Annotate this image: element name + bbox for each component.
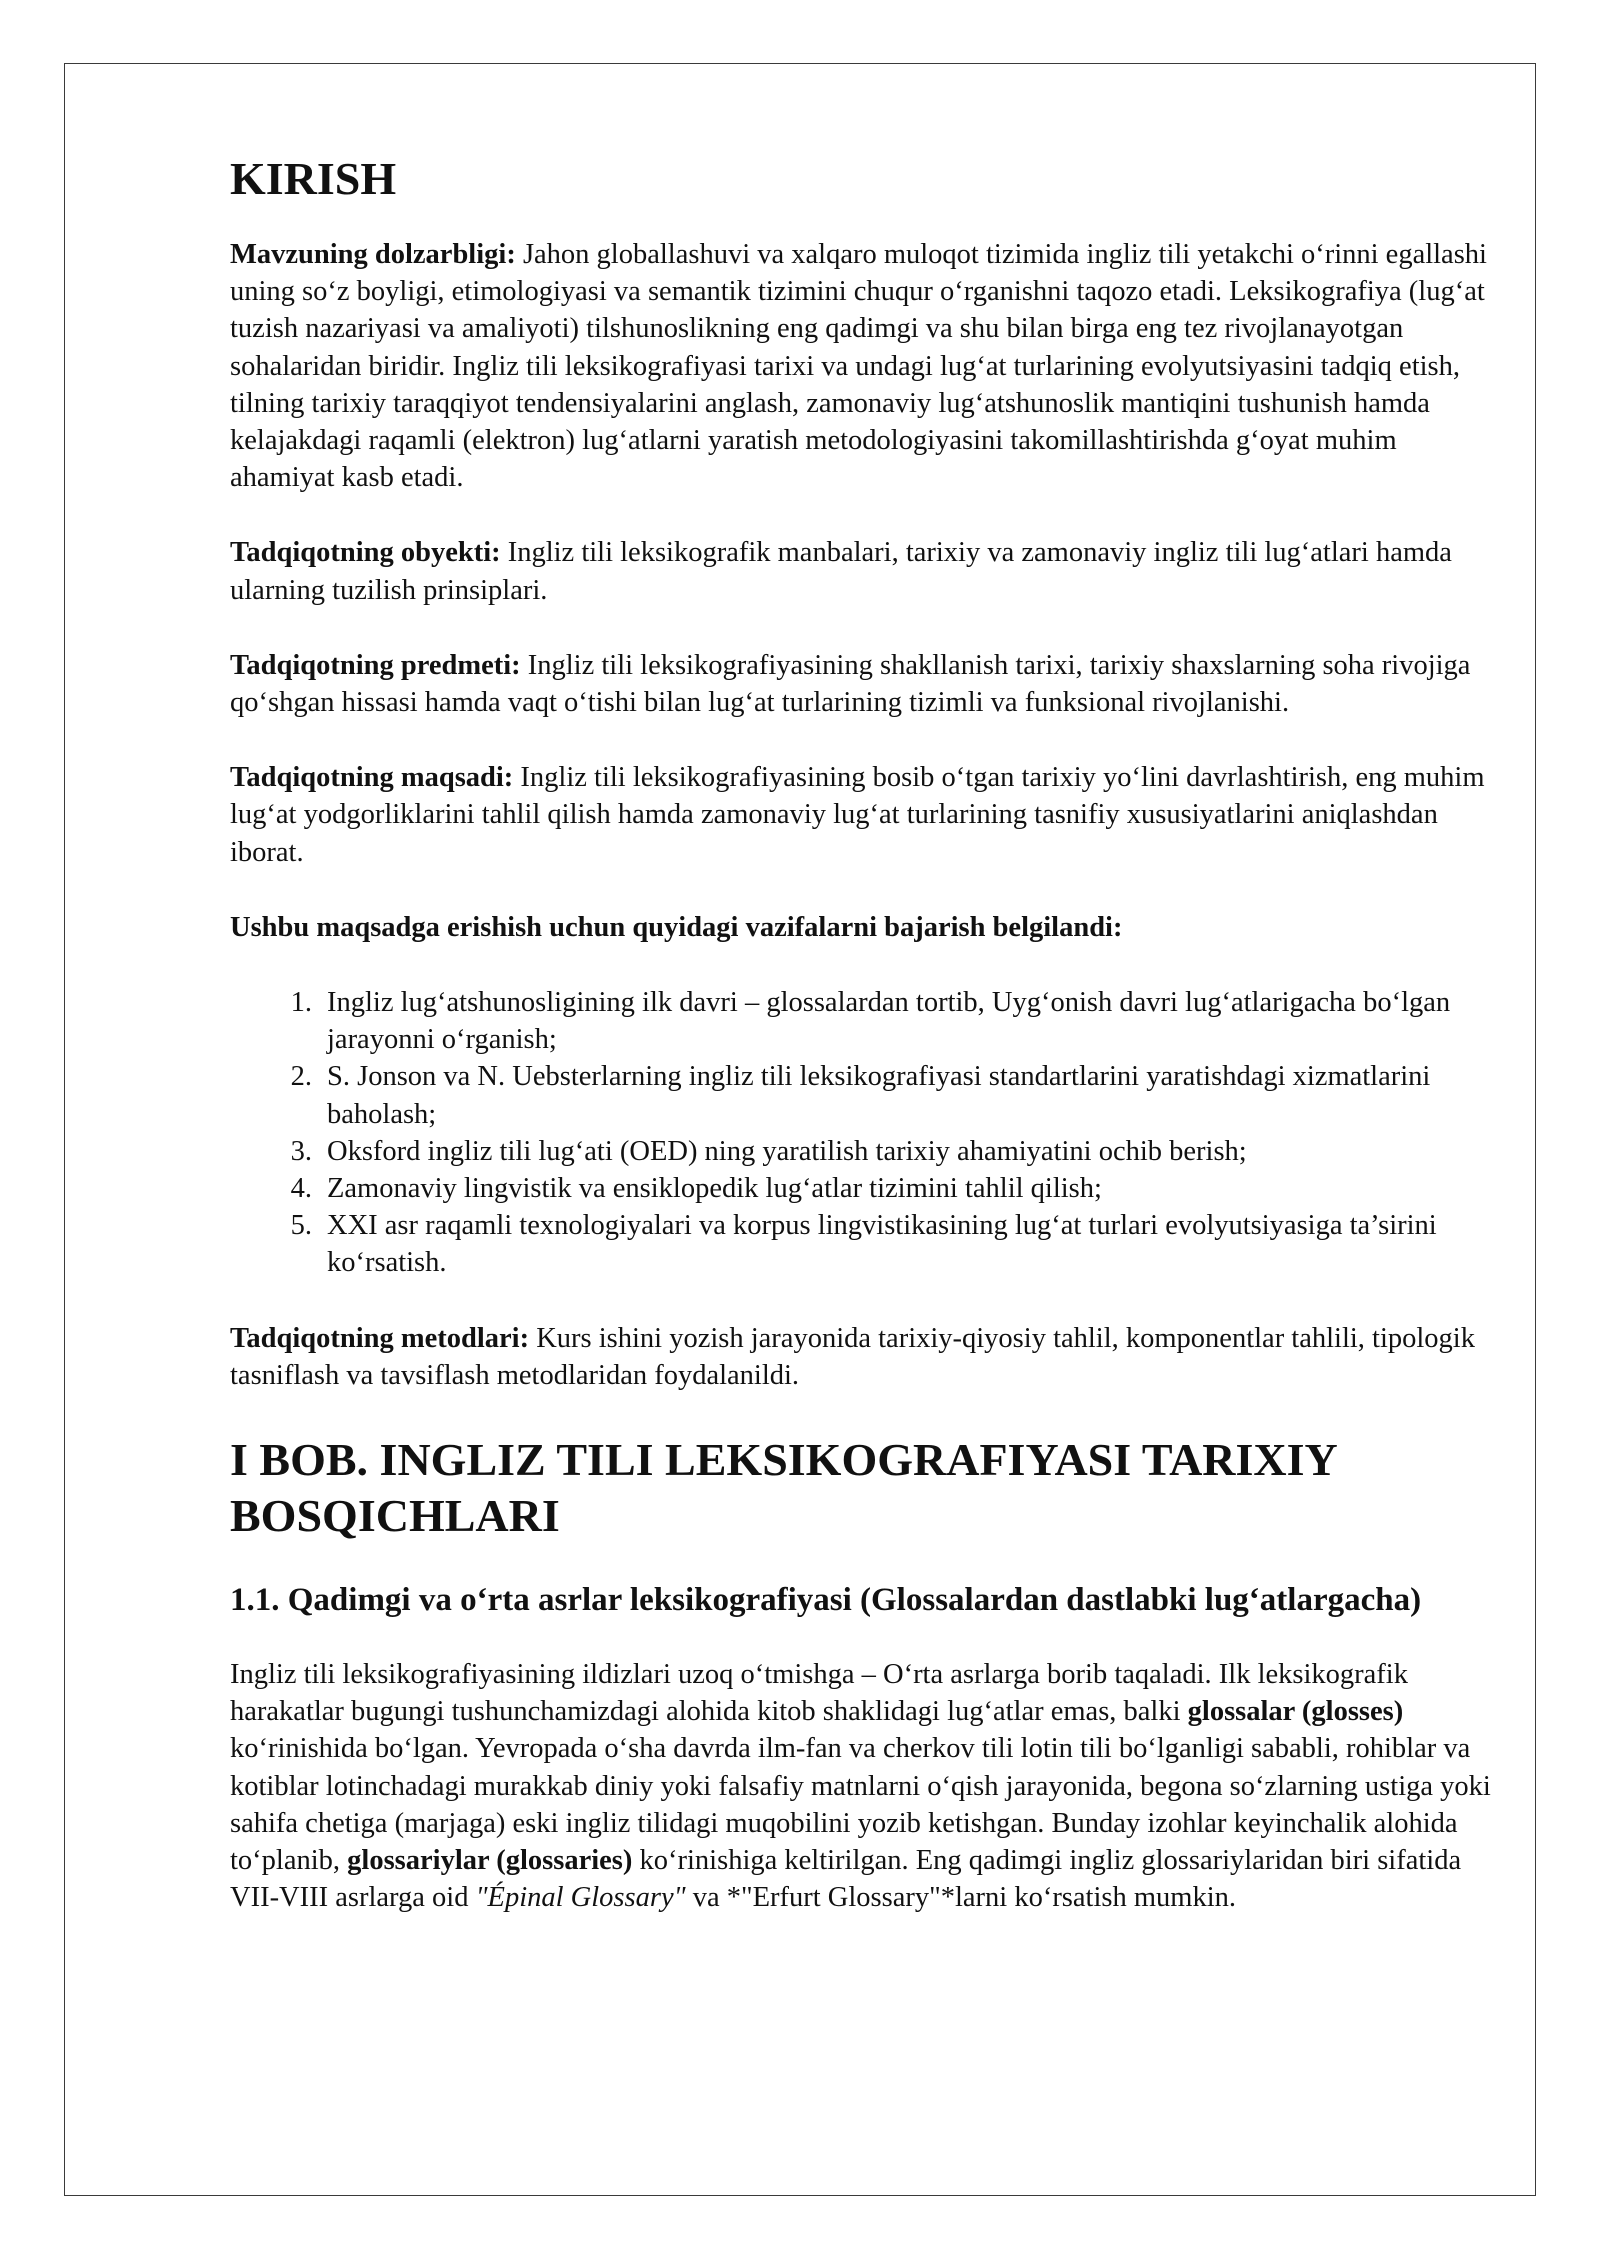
intro-heading: KIRISH <box>230 153 397 204</box>
list-item-number: 4. <box>290 1173 312 1205</box>
body-text-3: koʻrinishiga keltirilgan. Eng qadimgi ingliz glossariylaridan biri sifatida VII-VIII asrlarga oid <box>230 1845 1462 1914</box>
list-item-text: S. Jonson va N. Uebsterlarning ingliz tili leksikografiyasi standartlarini yaratishdagi xizmatlarini baholash; <box>327 1061 1431 1130</box>
list-item-number: 1. <box>290 987 312 1019</box>
chapter-heading: I BOB. INGLIZ TILI LEKSIKOGRAFIYASI TARIXIY BOSQICHLARI <box>230 1434 1337 1542</box>
relevance-text: Jahon globallashuvi va xalqaro muloqot tizimida ingliz tili yetakchi oʻrinni egallashi uning soʻz boyligi, etimologiyasi va semantik tizimini chuqur oʻrganishni taqozo etadi. Leksikografiya (lugʻat tuzish nazariyasi va amaliyoti) tilshunoslikning eng qadimgi va shu bilan birga eng tez rivojlanayotgan sohalaridan biridir. Ingliz tili leksikografiyasi tarixi va undagi lugʻat turlarining evolyutsiyasini tadqiq etish, tilning tarixiy taraqqiyot tendensiyalarini anglash, zamonaviy lugʻatshunoslik mantiqini tushunish hamda kelajakdagi raqamli (elektron) lugʻatlarni yaratish metodologiyasini takomillashtirishda gʻoyat muhim ahamiyat kasb etadi. <box>230 239 1487 494</box>
body-text-4: va *"Erfurt Glossary"*larni koʻrsatish mumkin. <box>685 1882 1236 1914</box>
list-item <box>230 1133 1492 1170</box>
body-bold-glossaries: glossariylar (glossaries) <box>347 1845 633 1877</box>
section-body-paragraph <box>230 1656 1492 1916</box>
tasks-list <box>230 984 1492 1282</box>
relevance-label: Mavzuning dolzarbligi: <box>230 239 516 270</box>
list-item <box>230 984 1492 1058</box>
list-item <box>230 1207 1492 1281</box>
body-italic-epinal: "Épinal Glossary" <box>475 1882 686 1914</box>
list-item-number: 3. <box>290 1135 312 1167</box>
body-text-1: Ingliz tili leksikografiyasining ildizlari uzoq oʻtmishga – Oʻrta asrlarga borib taqaladi. Ilk leksikografik harakatlar bugungi tushunchamizdagi alohida kitob shaklidagi lugʻatlar emas, balki <box>230 1659 1408 1728</box>
object-label: Tadqiqotning obyekti: <box>230 537 501 569</box>
goal-label: Tadqiqotning maqsadi: <box>230 762 514 794</box>
methods-paragraph <box>230 1320 1492 1394</box>
document-body <box>230 152 1492 1955</box>
object-paragraph <box>230 534 1492 608</box>
relevance-paragraph <box>230 236 1492 496</box>
methods-label: Tadqiqotning metodlari: <box>230 1322 530 1354</box>
list-item-text: Zamonaviy lingvistik va ensiklopedik lugʻatlar tizimini tahlil qilish; <box>327 1173 1102 1205</box>
list-item <box>230 1058 1492 1132</box>
list-item-text: Oksford ingliz tili lugʻati (OED) ning yaratilish tarixiy ahamiyatini ochib berish; <box>327 1135 1247 1167</box>
goal-text: Ingliz tili leksikografiyasining bosib oʻtgan tarixiy yoʻlini davrlashtirish, eng muhim lugʻat yodgorliklarini tahlil qilish hamda zamonaviy lugʻat turlarining tasnifiy xususiyatlarini aniqlashdan iborat. <box>230 762 1485 868</box>
subject-text: Ingliz tili leksikografiyasining shakllanish tarixi, tarixiy shaxslarning soha rivojiga qoʻshgan hissasi hamda vaqt oʻtishi bilan lugʻat turlarining tizimli va funksional rivojlanishi. <box>230 649 1471 719</box>
body-bold-glosses: glossalar (glosses) <box>1187 1696 1404 1728</box>
tasks-heading: Ushbu maqsadga erishish uchun quyidagi vazifalarni bajarish belgilandi: <box>230 911 1123 943</box>
body-text-2: koʻrinishida boʻlgan. Yevropada oʻsha davrda ilm-fan va cherkov tili lotin tili boʻlganligi sababli, rohiblar va kotiblar lotinchadagi murakkab diniy yoki falsafiy matnlarni oʻqish jarayonida, begona soʻzlarning ustiga yoki sahifa chetiga (marjaga) eski ingliz tilidagi muqobilini yozib ketishgan. Bunday izohlar keyinchalik alohida toʻplanib, <box>230 1733 1491 1877</box>
subject-label: Tadqiqotning predmeti: <box>230 649 521 681</box>
section-heading: 1.1. Qadimgi va oʻrta asrlar leksikografiyasi (Glossalardan dastlabki lugʻatlargacha) <box>230 1582 1422 1619</box>
subject-paragraph <box>230 647 1492 721</box>
list-item-number: 5. <box>290 1210 312 1242</box>
methods-text: Kurs ishini yozish jarayonida tarixiy-qiyosiy tahlil, komponentlar tahlili, tipologik tasniflash va tavsiflash metodlaridan foydalanildi. <box>230 1322 1475 1391</box>
list-item-text: XXI asr raqamli texnologiyalari va korpus lingvistikasining lugʻat turlari evolyutsiyasiga ta’sirini koʻrsatish. <box>327 1210 1437 1279</box>
goal-paragraph <box>230 759 1492 871</box>
list-item-number: 2. <box>290 1061 312 1093</box>
list-item <box>230 1170 1492 1207</box>
object-text: Ingliz tili leksikografik manbalari, tarixiy va zamonaviy ingliz tili lugʻatlari hamda ularning tuzilish prinsiplari. <box>230 537 1452 606</box>
list-item-text: Ingliz lugʻatshunosligining ilk davri – glossalardan tortib, Uygʻonish davri lugʻatlarigacha boʻlgan jarayonni oʻrganish; <box>327 987 1451 1056</box>
